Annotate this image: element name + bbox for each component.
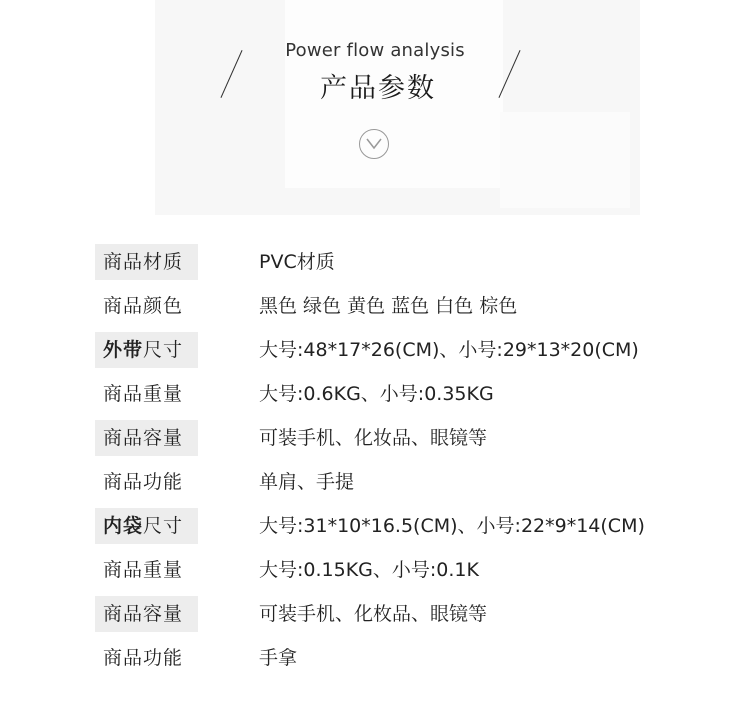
page-subtitle: Power flow analysis: [285, 40, 465, 61]
spec-row: [0, 508, 750, 544]
spec-label-text: 商品功能: [103, 471, 184, 493]
spec-value: 手拿: [259, 647, 298, 669]
spec-value: 大号:0.6KG、小号:0.35KG: [259, 383, 494, 405]
spec-label-text: 尺寸: [143, 339, 184, 361]
spec-label: [95, 464, 198, 500]
spec-label: [95, 288, 198, 324]
spec-label-text: 商品材质: [103, 251, 184, 273]
spec-label: [95, 552, 198, 588]
header-banner: [155, 0, 640, 215]
spec-label: [95, 420, 198, 456]
spec-label: [95, 376, 198, 412]
spec-row: [0, 332, 750, 368]
spec-value: PVC材质: [259, 251, 335, 273]
spec-label: [95, 596, 198, 632]
spec-label: [95, 244, 198, 280]
spec-value: 单肩、手提: [259, 471, 355, 493]
chevron-down-icon: [359, 129, 389, 159]
spec-label-text: 商品重量: [103, 383, 184, 405]
spec-value: 可装手机、化枚品、眼镜等: [259, 603, 488, 625]
spec-row: [0, 376, 750, 412]
spec-label-bold: 外带: [103, 339, 144, 361]
spec-value: 大号:31*10*16.5(CM)、小号:22*9*14(CM): [259, 515, 645, 537]
banner-panel-side: [500, 112, 630, 208]
spec-row: [0, 420, 750, 456]
spec-label-text: 商品颜色: [103, 295, 184, 317]
spec-value: 大号:0.15KG、小号:0.1K: [259, 559, 479, 581]
spec-row: [0, 640, 750, 676]
spec-value: 黑色 绿色 黄色 蓝色 白色 棕色: [259, 295, 518, 317]
spec-row: [0, 464, 750, 500]
spec-label: [95, 332, 198, 368]
spec-row: [0, 552, 750, 588]
spec-label: [95, 640, 198, 676]
spec-label-text: 尺寸: [143, 515, 184, 537]
spec-value: 可装手机、化妆品、眼镜等: [259, 427, 488, 449]
spec-label-text: 商品容量: [103, 603, 184, 625]
spec-label-text: 商品重量: [103, 559, 184, 581]
spec-label-text: 商品功能: [103, 647, 184, 669]
spec-row: [0, 596, 750, 632]
spec-label-text: 商品容量: [103, 427, 184, 449]
spec-label-bold: 内袋: [103, 515, 144, 537]
spec-label: [95, 508, 198, 544]
spec-row: [0, 288, 750, 324]
spec-value: 大号:48*17*26(CM)、小号:29*13*20(CM): [259, 339, 639, 361]
spec-row: [0, 244, 750, 280]
page-title: 产品参数: [320, 73, 436, 104]
